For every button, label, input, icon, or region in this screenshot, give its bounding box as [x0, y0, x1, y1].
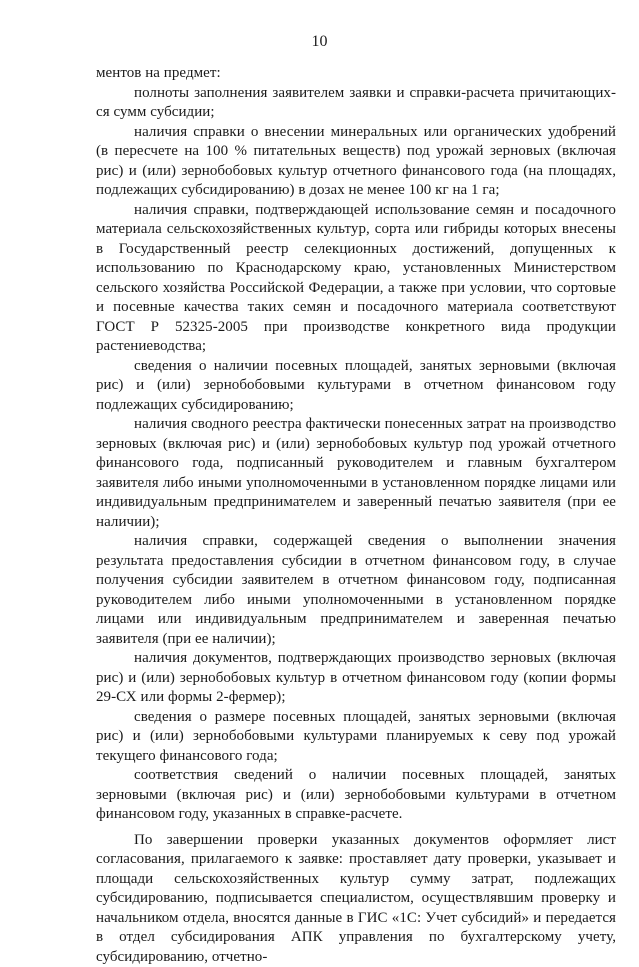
paragraph-area-consistency: соответствия сведений о наличии посевных площадей, занятых зерновыми (включая рис) и (или) зернобобовыми культурами в отчетном финансовом году, указанных в справке-расчете.: [96, 766, 616, 825]
page-number: 10: [0, 33, 639, 51]
paragraph-cost-registry: наличия сводного реестра фактически понесенных затрат на производство зерновых (включая рис) и (или) зернобобовых культур под урожай отчетного финансового года, подписанный руководителем и главным бухгалтером заявителя либо иными уполномоченными в установленном порядке лицами или индивидуальным предпринимателем и заверенный печатью заявителя (при ее наличии);: [96, 415, 616, 532]
paragraph-seed-certificate: наличия справки, подтверждающей использование семян и посадочного материала сельскохозяйственных культур, сорта или гибриды которых внесены в Государственный реестр селекционных достижений, допущенных к использованию по Краснодарскому краю, установленных Министерством сельского хозяйства Российской Федерации, а также при условии, что сортовые и посевные качества таких семян и посадочного материала соответствуют ГОСТ Р 52325-2005 при производстве конкретного вида продукции растениеводства;: [96, 201, 616, 357]
paragraph-continuation: ментов на предмет:: [96, 64, 616, 84]
paragraph-result-certificate: наличия справки, содержащей сведения о выполнении значения результата предоставления субсидии в отчетном финансовом году, в случае получения субсидии заявителем в отчетном финансовом году, подписанная руководителем либо иными уполномоченными в установленном порядке лицами или индивидуальным предпринимателем и заверенная печатью заявителя (при ее наличии);: [96, 532, 616, 649]
paragraph-planned-sown-area: сведения о размере посевных площадей, занятых зерновыми (включая рис) и (или) зернобобовыми культурами планируемых к севу под урожай текущего финансового года;: [96, 708, 616, 767]
paragraph-application-completeness: полноты заполнения заявителем заявки и справки-расчета причитающих-ся сумм субсидии;: [96, 84, 616, 123]
document-body: [96, 64, 616, 967]
paragraph-sown-area-info: сведения о наличии посевных площадей, занятых зерновыми (включая рис) и (или) зернобобовыми культурами в отчетном финансовом году подлежащих субсидированию;: [96, 357, 616, 416]
paragraph-production-documents: наличия документов, подтверждающих производство зерновых (включая рис) и (или) зернобобовых культур в отчетном финансовом году (копии формы 29-СХ или формы 2-фермер);: [96, 649, 616, 708]
paragraph-fertilizer-certificate: наличия справки о внесении минеральных или органических удобрений (в пересчете на 100 % питательных веществ) под урожай зерновых (включая рис) и (или) зернобобовых культур отчетного финансового года (на площадях, подлежащих субсидированию) в дозах не менее 100 кг на 1 га;: [96, 123, 616, 201]
paragraph-verification-completion: По завершении проверки указанных документов оформляет лист согласования, прилагаемого к заявке: проставляет дату проверки, указывает и площади сельскохозяйственных культур сумму затрат, подлежащих субсидированию, подписывается специалистом, осуществлявшим проверку и начальником отдела, вносятся данные в ГИС «1С: Учет субсидий» и передается в отдел субсидирования АПК управления по бухгалтерскому учету, субсидированию, отчетно-: [96, 831, 616, 967]
